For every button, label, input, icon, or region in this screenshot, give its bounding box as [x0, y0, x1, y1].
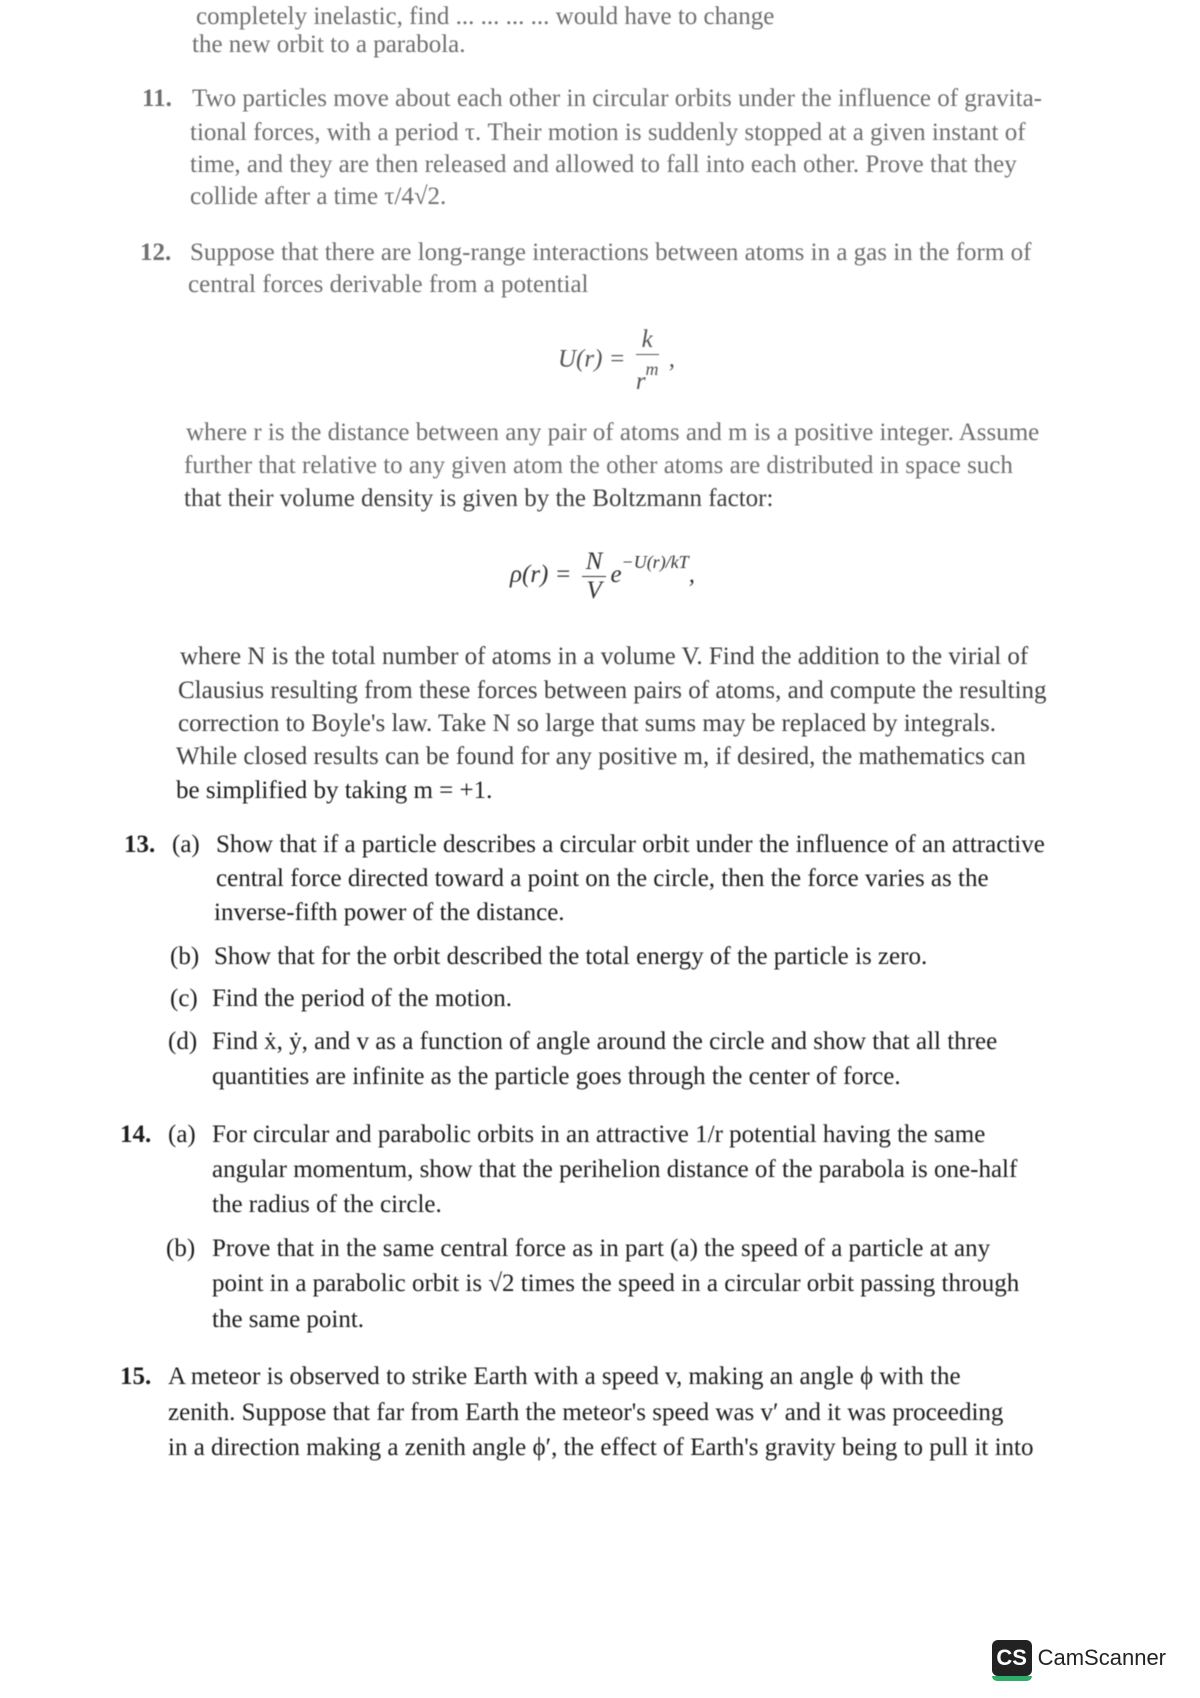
problem-11-line: collide after a time τ/4√2.: [190, 183, 447, 210]
problem-12-number: 12.: [140, 239, 172, 266]
problem-14a-line: For circular and parabolic orbits in an attractive 1/r potential having the same: [212, 1121, 986, 1148]
problem-13d-line: quantities are infinite as the particle goes through the center of force.: [212, 1063, 901, 1090]
problem-11-line: Two particles move about each other in circular orbits under the influence of gravita-: [192, 85, 1042, 112]
eq2-numerator: N: [582, 548, 607, 577]
problem-12-line: where N is the total number of atoms in a volume V. Find the addition to the virial of: [180, 643, 1029, 670]
problem-14-number: 14.: [120, 1121, 152, 1148]
problem-13d-line: Find ẋ, ẏ, and v as a function of angle around the circle and show that all three: [212, 1028, 998, 1055]
problem-11-line: tional forces, with a period τ. Their motion is suddenly stopped at a given instant of: [190, 119, 1026, 146]
problem-13a-line: Show that if a particle describes a circular orbit under the influence of an attractive: [216, 831, 1045, 858]
problem-13-number: 13.: [124, 831, 156, 858]
problem-12-line: Suppose that there are long-range interactions between atoms in a gas in the form of: [190, 239, 1032, 266]
problem-14a-line: the radius of the circle.: [212, 1191, 442, 1218]
top-fragment-line-2: the new orbit to a parabola.: [192, 31, 466, 58]
problem-13-part-label: (c): [170, 985, 198, 1012]
problem-12-line: While closed results can be found for any positive m, if desired, the mathematics can: [176, 743, 1026, 770]
problem-11-number: 11.: [142, 85, 172, 112]
eq2-base: e: [610, 561, 622, 589]
eq2-denominator: V: [586, 577, 602, 604]
potential-equation: [558, 326, 675, 396]
problem-14b-line: point in a parabolic orbit is √2 times the speed in a circular orbit passing through: [212, 1270, 1020, 1297]
camscanner-text: CamScanner: [1037, 1645, 1166, 1670]
problem-12-line: where r is the distance between any pair of atoms and m is a positive integer. Assume: [186, 419, 1040, 446]
problem-12-line: correction to Boyle's law. Take N so large that sums may be replaced by integrals.: [178, 710, 997, 737]
problem-13c-line: Find the period of the motion.: [212, 985, 512, 1012]
problem-13a-line: central force directed toward a point on the circle, then the force varies as the: [216, 865, 989, 892]
problem-14-part-label: (b): [166, 1235, 196, 1262]
camscanner-logo-icon: CS: [992, 1640, 1032, 1676]
eq1-denominator: $r^m$: [635, 359, 659, 395]
problem-15-line: in a direction making a zenith angle ϕ′, the effect of Earth's gravity being to pull it into: [168, 1434, 1034, 1461]
problem-14b-line: Prove that in the same central force as in part (a) the speed of a particle at any: [212, 1235, 991, 1262]
top-fragment-line-1: completely inelastic, find ... ... ... ... would have to change: [196, 3, 775, 30]
problem-12-line: further that relative to any given atom the other atoms are distributed in space such: [184, 452, 1013, 479]
boltzmann-equation: [510, 548, 695, 605]
problem-13-part-label: (b): [170, 943, 200, 970]
camscanner-watermark: [992, 1640, 1166, 1676]
problem-14a-line: angular momentum, show that the perihelion distance of the parabola is one-half: [212, 1156, 1018, 1183]
problem-15-line: A meteor is observed to strike Earth with a speed v, making an angle ϕ with the: [168, 1363, 961, 1390]
eq1-end: ,: [668, 345, 676, 373]
problem-12-line: Clausius resulting from these forces between pairs of atoms, and compute the resulting: [178, 677, 1047, 704]
problem-12-line: be simplified by taking m = +1.: [176, 777, 493, 804]
eq2-lhs: ρ(r) =: [510, 561, 572, 589]
problem-12-line: central forces derivable from a potential: [188, 271, 589, 298]
problem-14-part-label: (a): [168, 1121, 196, 1148]
problem-13-part-label: (a): [172, 831, 200, 858]
eq2-fraction: [582, 548, 607, 605]
eq2-exponent: −U(r)/kT: [621, 552, 689, 573]
eq1-exponent: m: [645, 359, 659, 379]
eq2-end: ,: [688, 561, 695, 589]
problem-13-part-label: (d): [168, 1028, 198, 1055]
problem-15-number: 15.: [120, 1363, 152, 1390]
problem-12-line: that their volume density is given by the Boltzmann factor:: [184, 485, 774, 512]
eq1-lhs: U(r) =: [558, 345, 626, 373]
problem-13a-line: inverse-fifth power of the distance.: [214, 899, 565, 926]
problem-11-line: time, and they are then released and allowed to fall into each other. Prove that they: [190, 151, 1017, 178]
problem-15-line: zenith. Suppose that far from Earth the meteor's speed was v′ and it was proceeding: [168, 1399, 1004, 1426]
problem-13b-line: Show that for the orbit described the total energy of the particle is zero.: [214, 943, 928, 970]
eq1-numerator: k: [636, 326, 659, 355]
eq1-fraction: [636, 326, 659, 396]
problem-14b-line: the same point.: [212, 1306, 365, 1333]
